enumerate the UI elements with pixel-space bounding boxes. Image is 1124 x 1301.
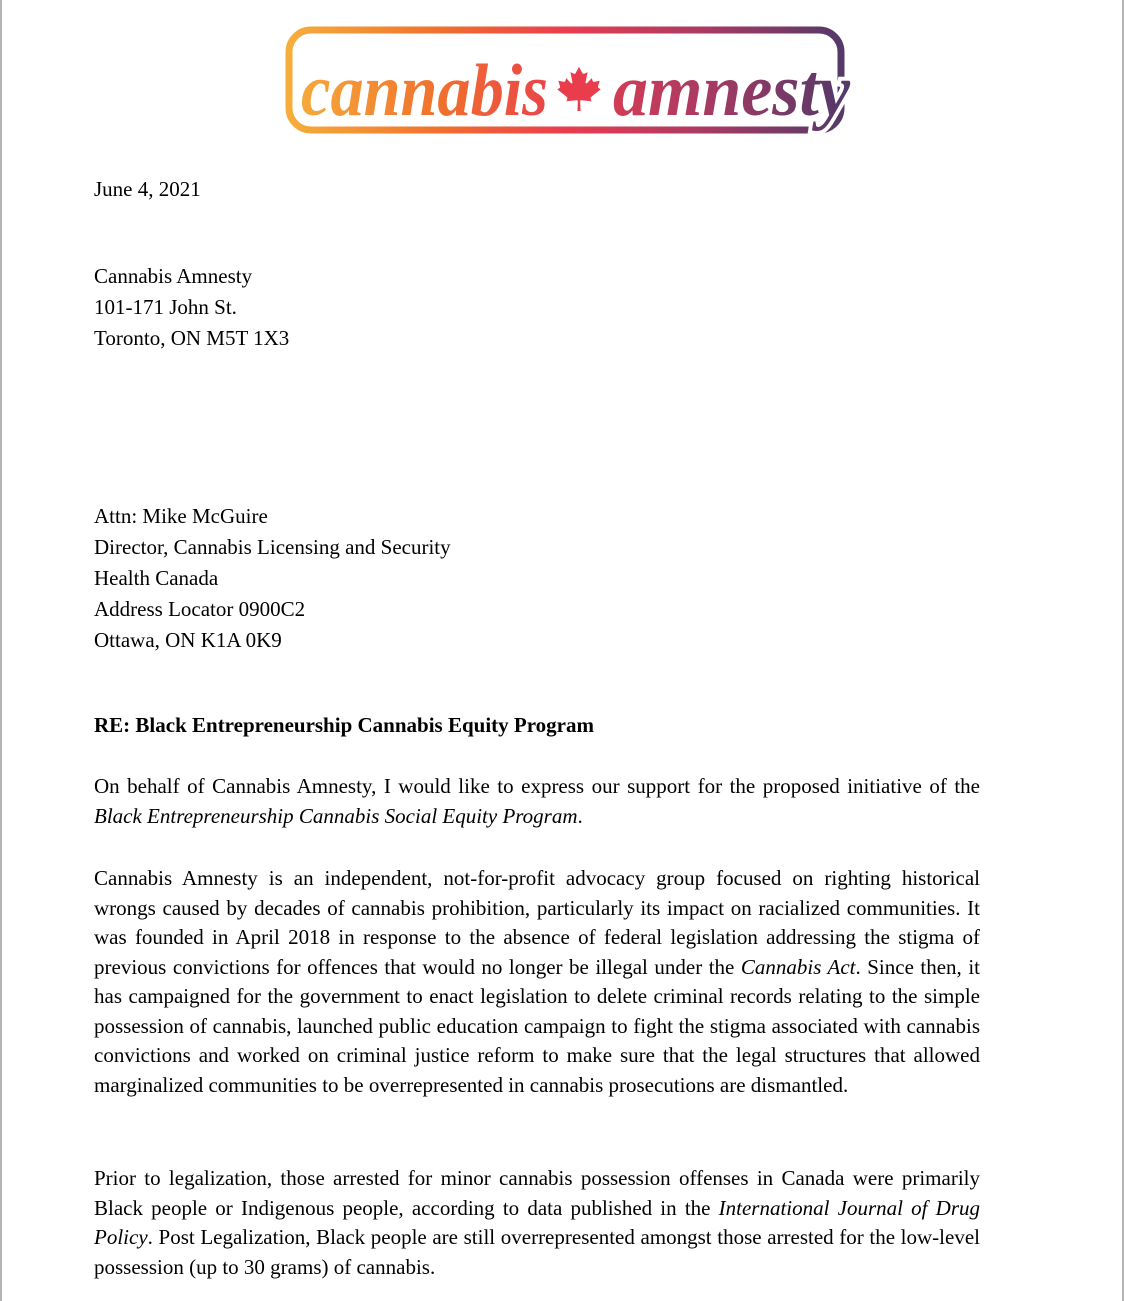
- recipient-locator-line: Address Locator 0900C2: [94, 597, 306, 621]
- recipient-attn-line: Attn: Mike McGuire: [94, 504, 268, 528]
- body-paragraph-statistics: Prior to legalization, those arrested for minor cannabis possession offenses in Canada were primarily Black people or Indigenous people, according to data published in the International Journal of Drug Policy. Post Legalization, Black people are still overrepresented amongst those arrested for the low-level possession (up to 30 grams) of cannabis.: [94, 1166, 980, 1279]
- recipient-title-line: Director, Cannabis Licensing and Security: [94, 535, 451, 559]
- sender-address-line: 101-171 John St.: [94, 295, 237, 319]
- logo-word-amnesty: amnesty: [613, 50, 852, 132]
- sender-address-line: Toronto, ON M5T 1X3: [94, 326, 290, 350]
- subject-line: RE: Black Entrepreneurship Cannabis Equity Program: [94, 713, 594, 737]
- logo-word-cannabis: cannabis: [301, 50, 548, 132]
- cannabis-amnesty-logo: [274, 24, 854, 150]
- sender-address-line: Cannabis Amnesty: [94, 264, 253, 288]
- recipient-city-line: Ottawa, ON K1A 0K9: [94, 628, 282, 652]
- recipient-address-block: [94, 501, 451, 656]
- recipient-org-line: Health Canada: [94, 566, 219, 590]
- maple-leaf-icon: [557, 67, 601, 111]
- body-paragraph-support: On behalf of Cannabis Amnesty, I would like to express our support for the proposed initiative of the Black Entrepreneurship Cannabis Social Equity Program.: [94, 774, 980, 828]
- sender-address-block: [94, 261, 289, 354]
- body-paragraph-about: Cannabis Amnesty is an independent, not-for-profit advocacy group focused on righting historical wrongs caused by decades of cannabis prohibition, particularly its impact on racialized communities. It was founded in April 2018 in response to the absence of federal legislation addressing the stigma of previous convictions for offences that would no longer be illegal under the Cannabis Act. Since then, it has campaigned for the government to enact legislation to delete criminal records relating to the simple possession of cannabis, launched public education campaign to fight the stigma associated with cannabis convictions and worked on criminal justice reform to make sure that the legal structures that allowed marginalized communities to be overrepresented in cannabis prosecutions are dismantled.: [94, 866, 980, 1097]
- letter-date: June 4, 2021: [94, 177, 201, 201]
